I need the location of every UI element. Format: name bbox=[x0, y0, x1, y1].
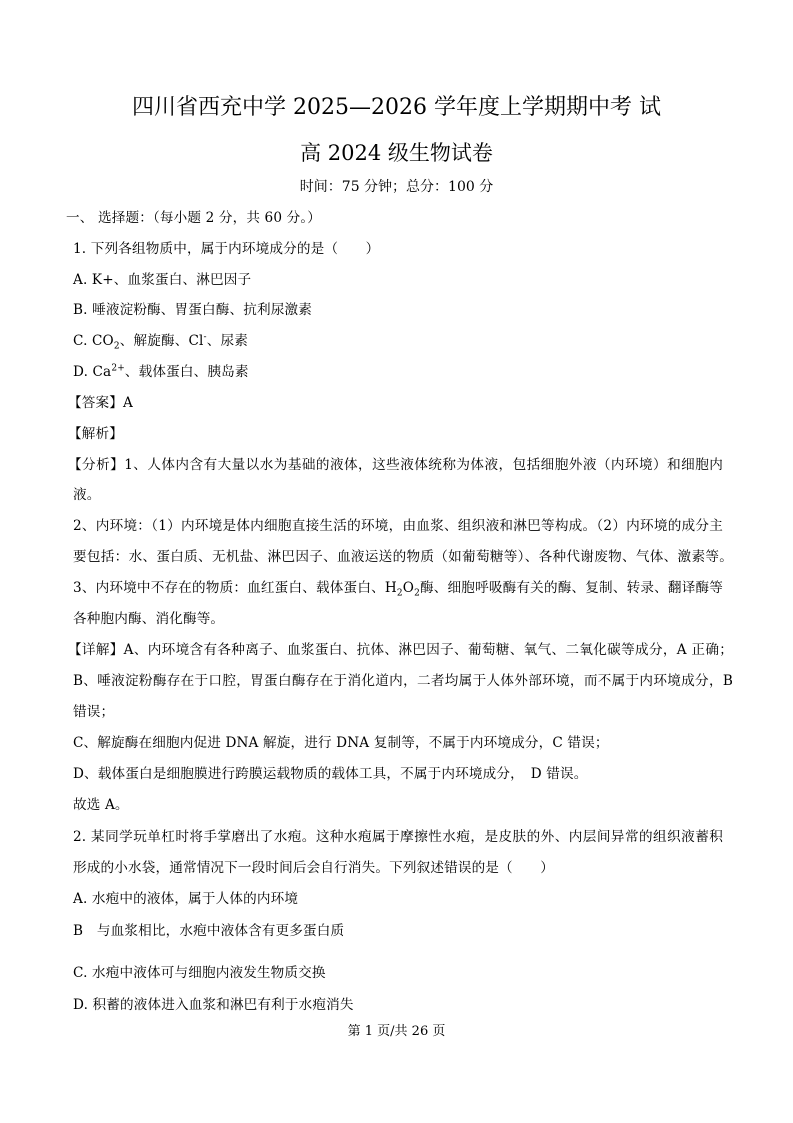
q1-option-d-post: 、载体蛋白、胰岛素 bbox=[124, 364, 249, 380]
q2-option-b: B 与血浆相比，水疱中液体含有更多蛋白质 bbox=[73, 923, 345, 939]
q1-option-d-pre: D. Ca bbox=[73, 364, 112, 380]
q1-option-c-post: 、尿素 bbox=[206, 333, 248, 349]
q1-detail-c: C、解旋酶在细胞内促进 DNA 解旋，进行 DNA 复制等，不属于内环境成分，C 错误； bbox=[73, 735, 609, 751]
section-heading: 一、 选择题：（每小题 2 分，共 60 分。） bbox=[66, 210, 322, 226]
q1-detail-b1: B、唾液淀粉酶存在于口腔，胃蛋白酶存在于消化道内，二者均属于人体外部环境，而不属于内环境成分，B bbox=[73, 673, 733, 689]
q2-option-c: C. 水疱中液体可与细胞内液发生物质交换 bbox=[73, 965, 326, 981]
exam-title: 四川省西充中学 2025—2026 学年度上学期期中考 试 bbox=[132, 95, 661, 120]
q1-analysis-3a-sub2: 2 bbox=[414, 588, 420, 599]
q2-option-d: D. 积蓄的液体进入血浆和淋巴有利于水疱消失 bbox=[73, 997, 354, 1013]
exam-subtitle: 高 2024 级生物试卷 bbox=[300, 141, 493, 165]
q1-analysis-1a: 【分析】1、人体内含有大量以水为基础的液体，这些液体统称为体液，包括细胞外液（内环境）和细胞内 bbox=[68, 457, 723, 473]
q1-conclusion: 故选 A。 bbox=[73, 797, 129, 813]
q1-analysis-3b: 各种胞内酶、消化酶等。 bbox=[73, 611, 225, 627]
q1-answer: 【答案】A bbox=[68, 395, 133, 411]
q1-analysis-3a bbox=[73, 578, 723, 598]
q2-option-a: A. 水疱中的液体，属于人体的内环境 bbox=[73, 891, 299, 907]
q1-option-d-sup: 2+ bbox=[111, 363, 125, 374]
q1-option-c-pre: C. CO bbox=[73, 333, 114, 349]
q1-stem: 1. 下列各组物质中，属于内环境成分的是（ ） bbox=[73, 241, 380, 257]
q1-option-b: B. 唾液淀粉酶、胃蛋白酶、抗利尿激素 bbox=[73, 302, 312, 318]
q1-option-d bbox=[73, 362, 723, 382]
q1-analysis-2b: 要包括：水、蛋白质、无机盐、淋巴因子、血液运送的物质（如葡萄糖等）、各种代谢废物、气体、激素等。 bbox=[73, 549, 733, 565]
page-footer: 第 1 页/共 26 页 bbox=[347, 1024, 446, 1039]
q1-analysis-1b: 液。 bbox=[73, 487, 101, 503]
q1-detail-d: D、载体蛋白是细胞膜进行跨膜运载物质的载体工具，不属于内环境成分， D 错误。 bbox=[73, 766, 588, 782]
q2-stem-b: 形成的小水袋，通常情况下一段时间后会自行消失。下列叙述错误的是（ ） bbox=[73, 860, 555, 876]
q1-detail-a: 【详解】A、内环境含有各种离子、血浆蛋白、抗体、淋巴因子、葡萄糖、氧气、二氧化碳等成分，A 正确； bbox=[68, 642, 733, 658]
q1-option-c-sup: - bbox=[203, 332, 207, 343]
q1-analysis-label: 【解析】 bbox=[68, 426, 123, 442]
q1-analysis-3a-o: O bbox=[402, 580, 415, 596]
q1-option-a: A. K+、血浆蛋白、淋巴因子 bbox=[73, 272, 252, 288]
q1-analysis-3a-post: 酶、细胞呼吸酶有关的酶、复制、转录、翻译酶等 bbox=[419, 580, 723, 596]
q1-analysis-3a-pre: 3、内环境中不存在的物质：血红蛋白、载体蛋白、H bbox=[73, 580, 397, 596]
q1-option-c-mid: 、解旋酶、Cl bbox=[119, 333, 204, 349]
q1-detail-b2: 错误； bbox=[73, 704, 115, 720]
exam-meta: 时间：75 分钟；总分：100 分 bbox=[299, 179, 494, 195]
q1-option-c-sub: 2 bbox=[113, 341, 120, 352]
q1-analysis-3a-sub1: 2 bbox=[396, 588, 403, 599]
q1-option-c bbox=[73, 331, 723, 351]
q2-stem-a: 2. 某同学玩单杠时将手掌磨出了水疱。这种水疱属于摩擦性水疱，是皮肤的外、内层间异常的组织液蓄积 bbox=[73, 829, 723, 845]
q1-analysis-2a: 2、内环境：（1）内环境是体内细胞直接生活的环境，由血浆、组织液和淋巴等构成。（2）内环境的成分主 bbox=[73, 518, 723, 534]
